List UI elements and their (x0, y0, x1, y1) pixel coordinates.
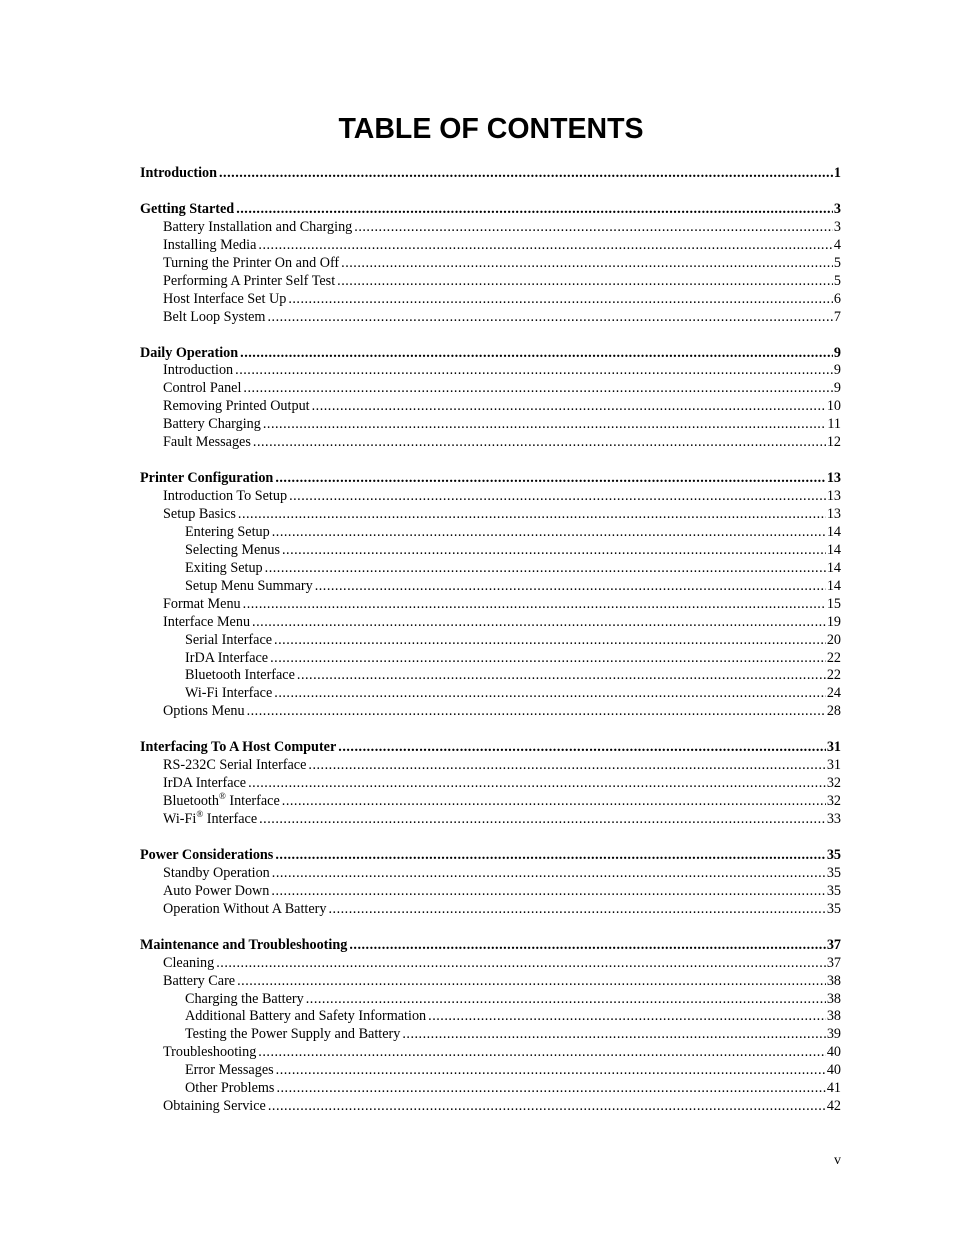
toc-subentry[interactable] (140, 865, 841, 883)
toc-subentry[interactable] (140, 219, 841, 237)
toc-page-number: 31 (826, 757, 841, 774)
toc-entry-title (163, 883, 269, 901)
toc-subentry[interactable] (140, 596, 841, 614)
toc-entry-title (163, 757, 306, 775)
dot-leader (274, 632, 826, 650)
toc-entry-title (185, 578, 313, 596)
toc-subentry[interactable] (140, 793, 841, 811)
dot-leader (243, 380, 832, 398)
toc-entry-text: Performing A Printer Self Test (163, 272, 336, 289)
toc-entry-title (163, 614, 250, 632)
toc-entry-title (163, 973, 235, 991)
toc-page-number: 42 (826, 1098, 841, 1115)
dot-leader (275, 847, 825, 865)
dot-leader (288, 291, 833, 309)
toc-page-number: 22 (826, 667, 841, 684)
toc-entry-title (163, 793, 280, 811)
toc-page-number: 20 (826, 631, 841, 648)
toc-entry-title (185, 632, 272, 650)
toc-subentry[interactable] (140, 1062, 841, 1080)
toc-section (140, 847, 841, 919)
toc-entry-title (163, 703, 245, 721)
toc-subentry[interactable] (140, 416, 841, 434)
toc-entry-title (185, 1080, 274, 1098)
dot-leader (354, 219, 833, 237)
toc-entry-text: Battery Charging (163, 416, 261, 433)
dot-leader (337, 273, 833, 291)
toc-page-number: 31 (826, 739, 841, 756)
toc-entry-text: Obtaining Service (163, 1098, 266, 1115)
toc-page-number: 14 (826, 541, 841, 558)
dot-leader (237, 973, 826, 991)
dot-leader (308, 757, 825, 775)
dot-leader (258, 1044, 826, 1062)
toc-section (140, 937, 841, 1116)
toc-entry-title (140, 937, 347, 955)
toc-page-number: 38 (826, 990, 841, 1007)
toc-subentry[interactable] (140, 398, 841, 416)
toc-entry-text: Wi-Fi (163, 811, 197, 827)
dot-leader (306, 991, 826, 1009)
dot-leader (402, 1026, 825, 1044)
toc-entry-text: Standby Operation (163, 864, 270, 881)
toc-subentry[interactable] (140, 614, 841, 632)
toc-entry-text: Introduction (163, 362, 234, 379)
dot-leader (338, 739, 826, 757)
toc-page-number: 13 (826, 488, 841, 505)
toc-entry-text: Battery Installation and Charging (163, 218, 353, 235)
toc-subentry[interactable] (140, 667, 841, 685)
toc-section (140, 201, 841, 327)
toc-entry-title (163, 434, 251, 452)
toc-entry-title (163, 955, 214, 973)
toc-subentry[interactable] (140, 955, 841, 973)
toc-page-number: 19 (826, 613, 841, 630)
toc-subentry[interactable] (140, 703, 841, 721)
dot-leader (272, 524, 826, 542)
toc-entry-text: Serial Interface (185, 631, 273, 648)
toc-entry-text: Charging the Battery (185, 990, 304, 1007)
dot-leader (328, 901, 825, 919)
dot-leader (275, 470, 825, 488)
toc-entry-text-suffix: Interface (203, 811, 258, 827)
toc-entry-title (140, 470, 273, 488)
toc-entry-title (185, 667, 295, 685)
toc-subentry[interactable] (140, 1080, 841, 1098)
toc-subentry[interactable] (140, 811, 841, 829)
dot-leader (263, 416, 826, 434)
toc-page-number: 38 (826, 1008, 841, 1025)
toc-entry-text: Error Messages (185, 1062, 274, 1079)
toc-section (140, 165, 841, 183)
dot-leader (243, 596, 826, 614)
toc-page-number: 32 (826, 775, 841, 792)
toc-entry-text: Fault Messages (163, 434, 251, 451)
dot-leader (289, 488, 826, 506)
toc-page-number: 24 (826, 685, 841, 702)
toc-entry-title (185, 685, 272, 703)
toc-chapter-entry[interactable] (140, 847, 841, 865)
toc-entry-text: Auto Power Down (163, 882, 270, 899)
toc-subentry[interactable] (140, 434, 841, 452)
dot-leader (276, 1080, 825, 1098)
dot-leader (219, 165, 833, 183)
dot-leader (272, 865, 826, 883)
toc-entry-text: Turning the Printer On and Off (163, 254, 340, 271)
toc-subentry[interactable] (140, 991, 841, 1009)
toc-subentry[interactable] (140, 362, 841, 380)
toc-page-number: 14 (826, 559, 841, 576)
toc-entry-text: Installing Media (163, 236, 257, 253)
toc-entry-text: Bluetooth Interface (185, 667, 295, 684)
toc-subentry[interactable] (140, 973, 841, 991)
toc-entry-title (163, 865, 270, 883)
toc-page-number: 35 (826, 900, 841, 917)
toc-entry-title (163, 1098, 266, 1116)
toc-page-number: 6 (833, 290, 841, 307)
toc-chapter-entry[interactable] (140, 470, 841, 488)
dot-leader (315, 578, 826, 596)
toc-entry-title (163, 219, 352, 237)
dot-leader (349, 937, 825, 955)
toc-entry-title (185, 650, 268, 668)
toc-entry-title (163, 398, 310, 416)
toc-page-number: 37 (826, 954, 841, 971)
toc-page-number: 35 (826, 864, 841, 881)
toc-entry-text: Entering Setup (185, 523, 270, 540)
toc-entry-title (185, 524, 270, 542)
toc-entry-title (163, 237, 256, 255)
toc-page-number: 11 (827, 416, 841, 433)
toc-entry-text: Format Menu (163, 595, 241, 612)
toc-page-number: 12 (826, 434, 841, 451)
toc-entry-text: Troubleshooting (163, 1044, 257, 1061)
toc-entry-text: Maintenance and Troubleshooting (140, 936, 348, 953)
toc-entry-title (185, 991, 304, 1009)
dot-leader (428, 1008, 826, 1026)
toc-entry-title (185, 1062, 274, 1080)
toc-subentry[interactable] (140, 255, 841, 273)
toc-entry-title (163, 255, 339, 273)
toc-entry-text: RS-232C Serial Interface (163, 757, 307, 774)
dot-leader (240, 345, 833, 363)
toc-page-number: 33 (826, 811, 841, 827)
toc-section (140, 739, 841, 829)
table-of-contents (140, 165, 841, 1134)
dot-leader (258, 237, 833, 255)
dot-leader (252, 614, 826, 632)
toc-subentry[interactable] (140, 901, 841, 919)
dot-leader (267, 309, 832, 327)
toc-page-number: 28 (826, 703, 841, 720)
toc-page-number: 15 (826, 595, 841, 612)
toc-page-number: 1 (833, 165, 841, 181)
toc-entry-title (163, 811, 257, 829)
toc-subentry[interactable] (140, 309, 841, 327)
toc-entry-text: Testing the Power Supply and Battery (185, 1026, 401, 1043)
toc-entry-title (140, 847, 273, 865)
toc-page-number: 9 (833, 380, 841, 397)
toc-entry-title (163, 506, 236, 524)
toc-subentry[interactable] (140, 542, 841, 560)
toc-page-number: 39 (826, 1026, 841, 1043)
toc-page-number: 38 (826, 972, 841, 989)
toc-entry-text: Setup Basics (163, 506, 236, 522)
toc-entry-title (163, 416, 261, 434)
dot-leader (282, 542, 826, 560)
toc-page-number: 7 (833, 308, 841, 325)
toc-entry-title (140, 345, 238, 363)
registered-mark: ® (196, 809, 204, 819)
toc-entry-text: Power Considerations (140, 846, 274, 863)
toc-page-number: 13 (826, 470, 841, 487)
toc-entry-text: Belt Loop System (163, 308, 266, 325)
toc-entry-text: Selecting Menus (185, 541, 280, 558)
toc-section (140, 470, 841, 721)
dot-leader (259, 811, 826, 829)
toc-entry-text: Setup Menu Summary (185, 577, 313, 594)
toc-entry-text-suffix: Interface (225, 793, 280, 810)
dot-leader (238, 506, 826, 524)
toc-entry-text: Daily Operation (140, 344, 239, 361)
toc-subentry[interactable] (140, 883, 841, 901)
toc-subentry[interactable] (140, 506, 841, 524)
dot-leader (274, 685, 826, 703)
toc-entry-text: Exiting Setup (185, 559, 263, 576)
toc-entry-title (163, 775, 246, 793)
toc-entry-title (185, 560, 263, 578)
toc-entry-title (185, 1008, 426, 1026)
toc-subentry[interactable] (140, 578, 841, 596)
toc-page-number: 3 (833, 200, 841, 217)
toc-chapter-entry[interactable] (140, 345, 841, 363)
toc-page-number: 3 (833, 218, 841, 235)
toc-entry-text: IrDA Interface (163, 775, 247, 792)
toc-entry-text: Removing Printed Output (163, 398, 310, 415)
dot-leader (341, 255, 833, 273)
toc-section (140, 345, 841, 453)
registered-mark: ® (218, 791, 226, 802)
toc-entry-title (163, 273, 335, 291)
toc-entry-text: Interface Menu (163, 613, 251, 630)
toc-page-number: 41 (826, 1080, 841, 1097)
toc-entry-title (163, 901, 326, 919)
toc-subentry[interactable] (140, 632, 841, 650)
toc-subentry[interactable] (140, 524, 841, 542)
toc-entry-text: IrDA Interface (185, 649, 269, 666)
dot-leader (282, 793, 826, 811)
toc-chapter-entry[interactable] (140, 165, 841, 183)
toc-entry-text: Additional Battery and Safety Information (185, 1008, 427, 1025)
toc-page-number: 10 (826, 398, 841, 415)
dot-leader (235, 362, 833, 380)
toc-subentry[interactable] (140, 488, 841, 506)
page-number: v (834, 1153, 841, 1168)
toc-entry-text: Interfacing To A Host Computer (140, 739, 337, 756)
dot-leader (312, 398, 826, 416)
toc-subentry[interactable] (140, 685, 841, 703)
toc-subentry[interactable] (140, 237, 841, 255)
toc-entry-text: Introduction To Setup (163, 488, 288, 505)
toc-subentry[interactable] (140, 650, 841, 668)
toc-entry-title (163, 596, 241, 614)
toc-entry-title (163, 488, 287, 506)
toc-page-number: 13 (826, 506, 841, 522)
dot-leader (297, 667, 826, 685)
dot-leader (236, 201, 833, 219)
toc-entry-text: Control Panel (163, 380, 242, 397)
toc-entry-title (185, 1026, 400, 1044)
dot-leader (247, 703, 826, 721)
toc-entry-text: Host Interface Set Up (163, 290, 287, 307)
dot-leader (248, 775, 826, 793)
toc-chapter-entry[interactable] (140, 937, 841, 955)
dot-leader (271, 883, 825, 901)
toc-entry-title (185, 542, 280, 560)
toc-page-number: 22 (826, 649, 841, 666)
toc-entry-text: Options Menu (163, 703, 245, 720)
toc-entry-text: Battery Care (163, 972, 236, 989)
dot-leader (270, 650, 826, 668)
toc-subentry[interactable] (140, 1008, 841, 1026)
dot-leader (265, 560, 826, 578)
toc-entry-title (140, 739, 336, 757)
toc-entry-title (163, 380, 241, 398)
toc-entry-title (163, 309, 265, 327)
toc-chapter-entry[interactable] (140, 739, 841, 757)
toc-page-number: 14 (826, 523, 841, 540)
toc-page-number: 40 (826, 1044, 841, 1061)
toc-entry-title (163, 291, 286, 309)
toc-subentry[interactable] (140, 380, 841, 398)
toc-entry-text: Getting Started (140, 200, 235, 217)
toc-entry-text: Bluetooth (163, 793, 219, 810)
toc-page-number: 37 (826, 936, 841, 953)
dot-leader (216, 955, 826, 973)
toc-entry-title (140, 165, 217, 183)
toc-entry-title (163, 362, 233, 380)
toc-page-number: 32 (826, 793, 841, 810)
toc-entry-text: Printer Configuration (140, 470, 274, 487)
toc-entry-text: Cleaning (163, 954, 215, 971)
toc-entry-title (140, 201, 234, 219)
dot-leader (253, 434, 826, 452)
toc-page-number: 5 (833, 272, 841, 289)
toc-subentry[interactable] (140, 291, 841, 309)
toc-subentry[interactable] (140, 757, 841, 775)
toc-entry-text: Wi-Fi Interface (185, 685, 273, 702)
dot-leader (276, 1062, 826, 1080)
dot-leader (268, 1098, 826, 1116)
toc-subentry[interactable] (140, 560, 841, 578)
toc-subentry[interactable] (140, 775, 841, 793)
toc-page-number: 9 (833, 344, 841, 361)
toc-entry-text: Introduction (140, 165, 217, 181)
toc-page-number: 5 (833, 254, 841, 271)
toc-entry-title (163, 1044, 256, 1062)
toc-page-number: 35 (826, 882, 841, 899)
toc-page-number: 35 (826, 846, 841, 863)
toc-page-number: 9 (833, 362, 841, 379)
toc-page-number: 40 (826, 1062, 841, 1079)
toc-entry-text: Operation Without A Battery (163, 900, 327, 917)
toc-page-number: 14 (826, 577, 841, 594)
toc-subentry[interactable] (140, 273, 841, 291)
toc-chapter-entry[interactable] (140, 201, 841, 219)
toc-page-number: 4 (833, 236, 841, 253)
toc-subentry[interactable] (140, 1044, 841, 1062)
toc-subentry[interactable] (140, 1026, 841, 1044)
toc-subentry[interactable] (140, 1098, 841, 1116)
toc-entry-text: Other Problems (185, 1080, 275, 1097)
page-title: TABLE OF CONTENTS (338, 113, 644, 145)
